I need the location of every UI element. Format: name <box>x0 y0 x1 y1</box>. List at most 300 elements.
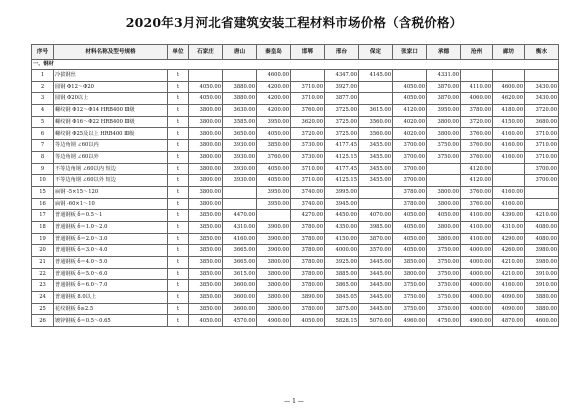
row-number: 3 <box>32 93 54 105</box>
table-row <box>32 280 559 292</box>
price-cell: 3780.00 <box>393 186 427 198</box>
price-cell <box>223 198 257 210</box>
price-cell: 4150.00 <box>325 233 359 245</box>
price-cell: 4120.00 <box>393 105 427 117</box>
price-cell: 3930.00 <box>223 163 257 175</box>
price-cell: 3710.00 <box>291 93 325 105</box>
price-cell: 3630.00 <box>223 105 257 117</box>
price-cell: 3750.00 <box>427 245 461 257</box>
price-cell: 3780.00 <box>393 198 427 210</box>
material-name: 螺纹钢 Φ25及以上 HRB400 Ⅲ级 <box>54 128 168 140</box>
table-row <box>32 163 559 175</box>
price-cell: 4350.00 <box>325 221 359 233</box>
price-cell: 3845.05 <box>325 292 359 304</box>
row-number: 18 <box>32 221 54 233</box>
row-number: 25 <box>32 303 54 315</box>
price-cell: 3880.00 <box>223 93 257 105</box>
row-number: 6 <box>32 128 54 140</box>
price-cell: 3780.00 <box>291 245 325 257</box>
price-cell: 4900.00 <box>461 315 493 327</box>
price-cell: 3927.00 <box>325 81 359 93</box>
row-number: 15 <box>32 186 54 198</box>
column-header: 沧州 <box>461 45 493 60</box>
price-cell: 4100.00 <box>461 210 493 222</box>
unit-cell: t <box>168 140 189 152</box>
price-cell: 3980.00 <box>525 257 559 269</box>
price-cell: 3680.00 <box>525 116 559 128</box>
price-cell: 3760.00 <box>291 105 325 117</box>
row-number: 2 <box>32 81 54 93</box>
price-cell: 3950.00 <box>257 116 291 128</box>
price-cell: 3950.00 <box>257 198 291 210</box>
price-cell: 4000.00 <box>461 245 493 257</box>
price-cell: 4050.00 <box>393 245 427 257</box>
table-row <box>32 116 559 128</box>
price-cell <box>223 186 257 198</box>
price-cell: 3750.00 <box>427 292 461 304</box>
table-row <box>32 315 559 327</box>
price-cell: 3700.00 <box>393 163 427 175</box>
price-cell: 4290.00 <box>493 233 525 245</box>
table-row <box>32 221 559 233</box>
unit-cell: t <box>168 221 189 233</box>
price-cell: 3780.00 <box>291 221 325 233</box>
price-cell: 4050.00 <box>427 210 461 222</box>
price-cell: 3890.00 <box>291 292 325 304</box>
unit-cell: t <box>168 292 189 304</box>
material-name: 圆钢 Φ12～Φ20 <box>54 81 168 93</box>
price-cell: 4100.00 <box>461 233 493 245</box>
price-cell: 3900.00 <box>257 233 291 245</box>
price-cell: 4160.00 <box>493 140 525 152</box>
price-cell: 3800.00 <box>189 151 223 163</box>
category-row <box>32 60 559 70</box>
price-cell: 3710.00 <box>525 140 559 152</box>
price-cell: 4450.00 <box>325 210 359 222</box>
price-cell: 4090.00 <box>493 303 525 315</box>
price-cell: 3880.00 <box>525 292 559 304</box>
material-name: 扁钢 -5×15～120 <box>54 186 168 198</box>
price-cell: 3800.00 <box>427 128 461 140</box>
column-header: 材料名称及型号规格 <box>54 45 168 60</box>
price-cell: 3560.00 <box>359 128 393 140</box>
price-cell: 3750.00 <box>427 303 461 315</box>
row-number: 23 <box>32 280 54 292</box>
unit-cell: t <box>168 128 189 140</box>
price-cell: 3930.00 <box>223 151 257 163</box>
column-header: 石家庄 <box>189 45 223 60</box>
price-cell: 3710.00 <box>525 128 559 140</box>
price-cell: 3615.00 <box>359 105 393 117</box>
price-cell <box>427 175 461 187</box>
price-cell: 4050.00 <box>393 210 427 222</box>
price-cell: 4050.00 <box>257 175 291 187</box>
price-cell: 4470.00 <box>223 210 257 222</box>
price-cell: 3910.00 <box>525 268 559 280</box>
price-cell: 3445.00 <box>359 292 393 304</box>
price-cell: 4110.00 <box>461 81 493 93</box>
price-cell: 3445.00 <box>359 268 393 280</box>
price-cell: 3885.00 <box>325 268 359 280</box>
price-cell <box>189 70 223 82</box>
price-cell: 3700.00 <box>525 175 559 187</box>
price-cell: 4060.00 <box>461 93 493 105</box>
unit-cell: t <box>168 280 189 292</box>
price-cell: 3800.00 <box>257 280 291 292</box>
price-cell: 3650.00 <box>223 128 257 140</box>
price-cell: 3800.00 <box>189 175 223 187</box>
price-cell <box>525 70 559 82</box>
row-number: 8 <box>32 151 54 163</box>
table-row <box>32 303 559 315</box>
material-name: 冷拔钢丝 <box>54 70 168 82</box>
price-cell <box>359 93 393 105</box>
price-cell <box>493 163 525 175</box>
price-cell: 3880.00 <box>223 81 257 93</box>
price-cell: 4870.00 <box>493 315 525 327</box>
column-header: 保定 <box>359 45 393 60</box>
unit-cell: t <box>168 186 189 198</box>
price-cell: 4000.00 <box>461 257 493 269</box>
price-cell: 3700.00 <box>393 140 427 152</box>
price-cell <box>291 70 325 82</box>
material-name: 普通钢板 δ＝4.0～5.0 <box>54 257 168 269</box>
price-cell: 3930.00 <box>223 140 257 152</box>
price-cell: 4600.00 <box>493 81 525 93</box>
table-row <box>32 140 559 152</box>
row-number: 5 <box>32 116 54 128</box>
unit-cell: t <box>168 303 189 315</box>
price-cell: 3585.00 <box>223 116 257 128</box>
table-row <box>32 245 559 257</box>
price-cell: 4160.00 <box>493 128 525 140</box>
row-number: 9 <box>32 163 54 175</box>
price-cell: 3760.00 <box>257 151 291 163</box>
unit-cell: t <box>168 257 189 269</box>
price-cell: 3950.00 <box>257 186 291 198</box>
price-cell: 4125.15 <box>325 175 359 187</box>
price-cell: 3850.00 <box>393 257 427 269</box>
price-cell: 3730.00 <box>291 151 325 163</box>
row-number: 7 <box>32 140 54 152</box>
price-cell: 3870.00 <box>359 233 393 245</box>
material-name: 普通钢板 δ＝6.0～7.0 <box>54 280 168 292</box>
price-cell: 3710.00 <box>291 81 325 93</box>
price-cell: 3800.00 <box>189 198 223 210</box>
row-number: 10 <box>32 175 54 187</box>
price-cell: 3760.00 <box>461 140 493 152</box>
row-number: 22 <box>32 268 54 280</box>
price-cell: 3455.00 <box>359 151 393 163</box>
price-cell <box>525 198 559 210</box>
price-cell: 3750.00 <box>393 292 427 304</box>
price-cell: 3800.00 <box>393 268 427 280</box>
price-cell: 4270.00 <box>291 210 325 222</box>
row-number: 24 <box>32 292 54 304</box>
price-cell: 3800.00 <box>189 140 223 152</box>
price-cell: 4050.00 <box>189 93 223 105</box>
price-cell: 3720.00 <box>291 128 325 140</box>
table-row <box>32 128 559 140</box>
price-cell: 3455.00 <box>359 175 393 187</box>
price-cell <box>461 70 493 82</box>
price-cell: 3800.00 <box>257 303 291 315</box>
unit-cell: t <box>168 70 189 82</box>
price-cell: 4080.00 <box>525 221 559 233</box>
price-cell: 3760.00 <box>461 128 493 140</box>
price-cell: 3600.00 <box>223 303 257 315</box>
material-name: 普通钢板 δ＝2.0～3.0 <box>54 233 168 245</box>
price-cell: 3850.00 <box>257 140 291 152</box>
price-cell: 3740.00 <box>291 198 325 210</box>
price-cell: 4125.15 <box>325 151 359 163</box>
price-cell: 3800.00 <box>427 198 461 210</box>
price-cell: 3620.00 <box>291 116 325 128</box>
column-header: 承德 <box>427 45 461 60</box>
page-number: — 1 — <box>284 398 304 405</box>
table-row <box>32 175 559 187</box>
price-cell: 3600.00 <box>223 280 257 292</box>
price-cell: 3725.00 <box>325 105 359 117</box>
price-cell: 4100.00 <box>461 221 493 233</box>
price-cell: 4120.00 <box>461 175 493 187</box>
price-cell: 3850.00 <box>189 303 223 315</box>
price-cell: 4177.45 <box>325 163 359 175</box>
price-cell: 4331.00 <box>427 70 461 82</box>
price-cell: 3750.00 <box>427 280 461 292</box>
price-cell: 4200.00 <box>257 93 291 105</box>
column-header: 邢台 <box>325 45 359 60</box>
price-cell: 4020.00 <box>393 116 427 128</box>
price-cell: 3700.00 <box>393 175 427 187</box>
table-row <box>32 151 559 163</box>
price-cell: 3750.00 <box>427 268 461 280</box>
price-cell: 4070.00 <box>359 210 393 222</box>
price-cell: 3800.00 <box>189 128 223 140</box>
price-cell: 3800.00 <box>427 233 461 245</box>
price-cell: 3760.00 <box>461 186 493 198</box>
price-cell: 4960.00 <box>393 315 427 327</box>
unit-cell: t <box>168 198 189 210</box>
price-cell: 3780.00 <box>291 280 325 292</box>
row-number: 20 <box>32 245 54 257</box>
table-row <box>32 93 559 105</box>
price-cell <box>223 70 257 82</box>
price-cell: 4177.45 <box>325 140 359 152</box>
price-cell <box>493 70 525 82</box>
price-cell: 3875.00 <box>325 303 359 315</box>
material-name: 圆钢 Φ20以上 <box>54 93 168 105</box>
price-cell <box>359 198 393 210</box>
price-cell: 3900.00 <box>257 221 291 233</box>
price-cell: 3800.00 <box>189 105 223 117</box>
price-cell: 3760.00 <box>461 151 493 163</box>
row-number: 17 <box>32 210 54 222</box>
price-cell: 4210.00 <box>493 257 525 269</box>
price-cell: 4000.00 <box>461 268 493 280</box>
price-cell: 3850.00 <box>189 280 223 292</box>
price-cell: 4347.00 <box>325 70 359 82</box>
price-cell: 3850.00 <box>189 257 223 269</box>
row-number: 4 <box>32 105 54 117</box>
price-cell: 4120.00 <box>461 163 493 175</box>
column-header: 廊坊 <box>493 45 525 60</box>
material-name: 普通钢板 δ＝3.0～4.0 <box>54 245 168 257</box>
price-cell: 4090.00 <box>493 292 525 304</box>
price-cell: 3800.00 <box>427 221 461 233</box>
row-number: 16 <box>32 198 54 210</box>
price-cell: 3925.00 <box>325 257 359 269</box>
price-cell: 3760.00 <box>461 198 493 210</box>
column-header: 单位 <box>168 45 189 60</box>
table-row <box>32 292 559 304</box>
material-name: 普通钢板 δ＝1.0～2.0 <box>54 221 168 233</box>
price-cell: 3720.00 <box>525 105 559 117</box>
price-cell: 3945.00 <box>325 198 359 210</box>
price-cell: 3570.00 <box>359 245 393 257</box>
price-cell: 3780.00 <box>291 257 325 269</box>
price-cell <box>427 163 461 175</box>
page-title: 2020年3月河北省建筑安装工程材料市场价格（含税价格） <box>125 15 463 30</box>
price-cell: 4050.00 <box>393 81 427 93</box>
price-cell: 3850.00 <box>189 292 223 304</box>
row-number: 1 <box>32 70 54 82</box>
price-cell: 3950.00 <box>427 105 461 117</box>
price-cell <box>393 70 427 82</box>
price-cell: 4600.00 <box>257 70 291 82</box>
price-cell: 3800.00 <box>257 292 291 304</box>
unit-cell: t <box>168 268 189 280</box>
table-row <box>32 198 559 210</box>
price-cell: 3910.00 <box>525 280 559 292</box>
column-header: 衡水 <box>525 45 559 60</box>
price-cell: 3600.00 <box>223 292 257 304</box>
column-header: 唐山 <box>223 45 257 60</box>
price-cell: 4200.00 <box>257 81 291 93</box>
price-cell: 4310.00 <box>493 221 525 233</box>
price-cell: 3750.00 <box>393 280 427 292</box>
price-cell <box>359 81 393 93</box>
column-header: 邯郸 <box>291 45 325 60</box>
price-cell: 4600.00 <box>525 315 559 327</box>
price-cell: 3445.00 <box>359 303 393 315</box>
table-row <box>32 257 559 269</box>
price-cell: 4570.00 <box>223 315 257 327</box>
price-table <box>31 44 559 327</box>
price-cell: 3880.00 <box>525 303 559 315</box>
price-cell: 4050.00 <box>393 93 427 105</box>
price-cell: 3710.00 <box>291 163 325 175</box>
price-cell: 3665.00 <box>223 245 257 257</box>
price-cell: 3700.00 <box>393 151 427 163</box>
price-cell: 3800.00 <box>257 257 291 269</box>
price-cell: 3995.00 <box>325 186 359 198</box>
price-cell: 3710.00 <box>291 175 325 187</box>
unit-cell: t <box>168 151 189 163</box>
table-header-row <box>32 45 559 60</box>
price-cell <box>493 175 525 187</box>
price-cell: 3800.00 <box>189 163 223 175</box>
table-row <box>32 81 559 93</box>
price-cell: 3700.00 <box>525 163 559 175</box>
table-row <box>32 70 559 82</box>
table-row <box>32 233 559 245</box>
price-cell: 3850.00 <box>189 210 223 222</box>
price-cell: 3780.00 <box>291 303 325 315</box>
table-row <box>32 105 559 117</box>
price-cell: 4310.00 <box>223 221 257 233</box>
column-header: 秦皇岛 <box>257 45 291 60</box>
price-cell: 3750.00 <box>393 303 427 315</box>
price-cell: 4050.00 <box>257 163 291 175</box>
price-cell: 4390.00 <box>493 210 525 222</box>
price-cell: 3985.00 <box>359 221 393 233</box>
price-cell: 5070.00 <box>359 315 393 327</box>
price-cell: 3800.00 <box>257 268 291 280</box>
row-number: 19 <box>32 233 54 245</box>
price-cell: 4620.00 <box>493 93 525 105</box>
price-cell: 4080.00 <box>525 233 559 245</box>
price-cell: 3725.00 <box>325 128 359 140</box>
material-name: 不等边角钢 ∠60以外 短边 <box>54 175 168 187</box>
price-cell: 4260.00 <box>493 245 525 257</box>
price-cell: 3780.00 <box>461 105 493 117</box>
unit-cell: t <box>168 233 189 245</box>
row-number: 26 <box>32 315 54 327</box>
price-cell: 3877.00 <box>325 93 359 105</box>
unit-cell: t <box>168 93 189 105</box>
price-cell: 4160.00 <box>223 233 257 245</box>
unit-cell: t <box>168 105 189 117</box>
unit-cell: t <box>168 81 189 93</box>
price-cell: 4050.00 <box>393 221 427 233</box>
price-cell: 3445.00 <box>359 280 393 292</box>
price-cell: 3430.00 <box>525 93 559 105</box>
price-cell: 3455.00 <box>359 140 393 152</box>
price-cell: 3750.00 <box>427 140 461 152</box>
unit-cell: t <box>168 210 189 222</box>
price-cell: 3430.00 <box>525 81 559 93</box>
price-cell: 5828.15 <box>325 315 359 327</box>
price-cell: 4750.00 <box>427 315 461 327</box>
price-cell: 4000.00 <box>461 280 493 292</box>
material-name: 普通钢板 8.0以上 <box>54 292 168 304</box>
price-cell <box>359 186 393 198</box>
price-cell: 3900.00 <box>257 245 291 257</box>
unit-cell: t <box>168 116 189 128</box>
price-cell: 3870.00 <box>427 81 461 93</box>
material-name: 扁钢 -60×1～10 <box>54 198 168 210</box>
price-cell: 4160.00 <box>493 186 525 198</box>
price-cell: 4210.00 <box>525 210 559 222</box>
price-cell: 4050.00 <box>393 233 427 245</box>
price-cell: 4050.00 <box>189 315 223 327</box>
material-name: 普通钢板 δ＝0.5～1 <box>54 210 168 222</box>
unit-cell: t <box>168 163 189 175</box>
price-cell: 3980.00 <box>525 245 559 257</box>
price-cell: 3720.00 <box>461 116 493 128</box>
unit-cell: t <box>168 245 189 257</box>
material-name: 花纹钢板 δ≥2.5 <box>54 303 168 315</box>
price-cell: 4160.00 <box>493 280 525 292</box>
price-cell: 3710.00 <box>525 151 559 163</box>
unit-cell: t <box>168 175 189 187</box>
price-cell: 3750.00 <box>427 257 461 269</box>
price-cell: 4200.00 <box>257 105 291 117</box>
price-cell: 4180.00 <box>493 105 525 117</box>
material-name: 等边角钢 ∠60以内 <box>54 140 168 152</box>
price-cell: 4150.00 <box>493 116 525 128</box>
